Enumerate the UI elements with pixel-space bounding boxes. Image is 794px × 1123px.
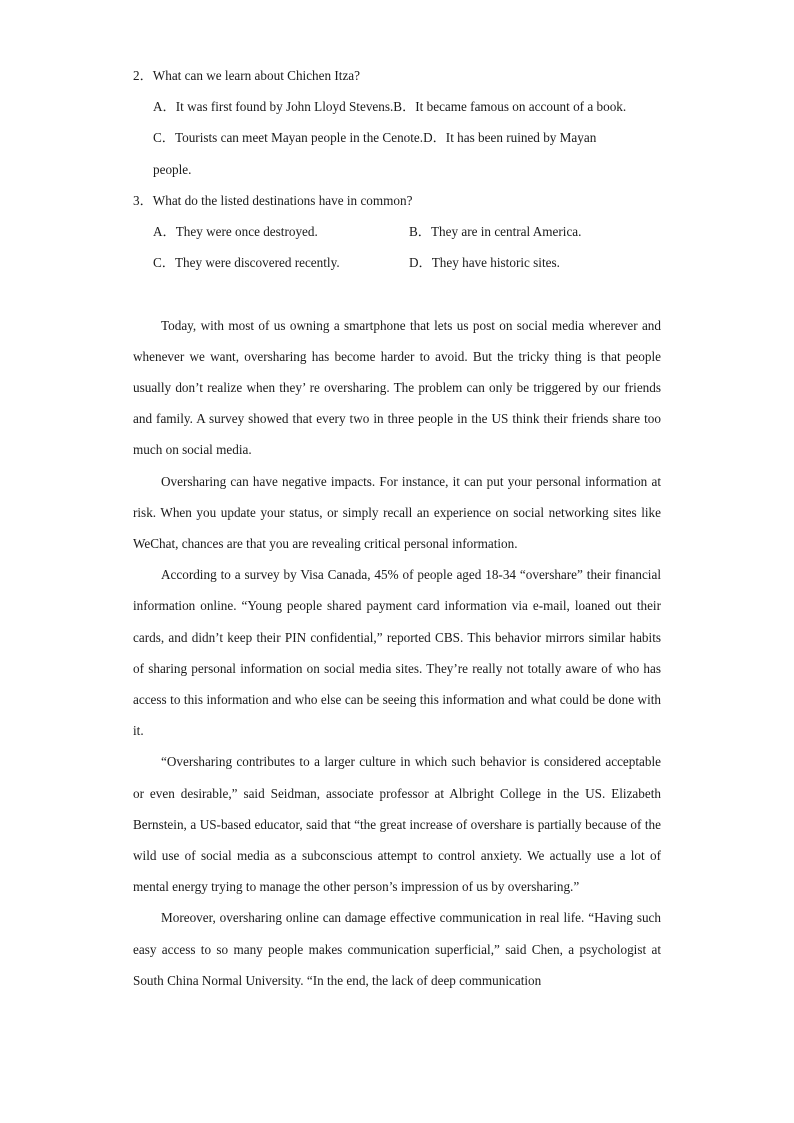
question-3-option-d: D．They have historic sites. xyxy=(409,255,560,271)
passage-paragraph-5: Moreover, oversharing online can damage effective communication in real life. “Having such easy access to so many people makes communication superficial,” said Chen, a psychologist at South China Normal University. “In the end, the lack of deep communication xyxy=(133,910,661,988)
passage-paragraph-2: Oversharing can have negative impacts. For instance, it can put your personal information at risk. When you update your status, or simply recall an experience on social networking sites like WeChat, chances are that you are revealing critical personal information. xyxy=(133,473,661,552)
question-3-options-row-2 xyxy=(133,247,661,278)
question-3-stem: 3．What do the listed destinations have in common? xyxy=(133,192,413,208)
section-spacer xyxy=(133,278,661,309)
question-3-option-a: A．They were once destroyed. xyxy=(153,224,318,240)
question-3-option-c: C．They were discovered recently. xyxy=(153,255,340,271)
question-2-options-cd-continued: people. xyxy=(153,161,192,177)
passage-paragraph-1: Today, with most of us owning a smartphone that lets us post on social media wherever and whenever we want, oversharing has become harder to avoid. But the tricky thing is that people usually don’t realize when they’ re oversharing. The problem can only be triggered by our friends and family. A survey showed that every two in three people in the US think their friends share too much on social media. xyxy=(133,317,661,458)
passage-paragraph-3: According to a survey by Visa Canada, 45% of people aged 18-34 “overshare” their financial information online. “Young people shared payment card information via e-mail, loaned out their cards, and didn’t keep their PIN confidential,” reported CBS. This behavior mirrors similar habits of sharing personal information on social media sites. They’re really not totally aware of who has access to this information and who else can be seeing this information and what could be done with it. xyxy=(133,567,661,739)
passage-paragraph-4: “Oversharing contributes to a larger culture in which such behavior is considered acceptable or even desirable,” said Seidman, associate professor at Albright College in the US. Elizabeth Bernstein, a US-based educator, said that “the great increase of overshare is partially because of the wild use of social media as a subconscious attempt to control anxiety. We actually use a lot of mental energy trying to manage the other person’s impression of us by oversharing.” xyxy=(133,754,661,895)
question-2-stem: 2．What can we learn about Chichen Itza? xyxy=(133,68,361,83)
question-2-options-cd: C．Tourists can meet Mayan people in the Cenote.D．It has been ruined by Mayan xyxy=(153,130,597,146)
question-3-options-row-1 xyxy=(133,216,661,247)
document-page xyxy=(133,60,661,996)
question-2-options-ab: A．It was first found by John Lloyd Stevens.B．It became famous on account of a book. xyxy=(153,99,627,115)
question-3-option-b: B．They are in central America. xyxy=(409,224,582,240)
